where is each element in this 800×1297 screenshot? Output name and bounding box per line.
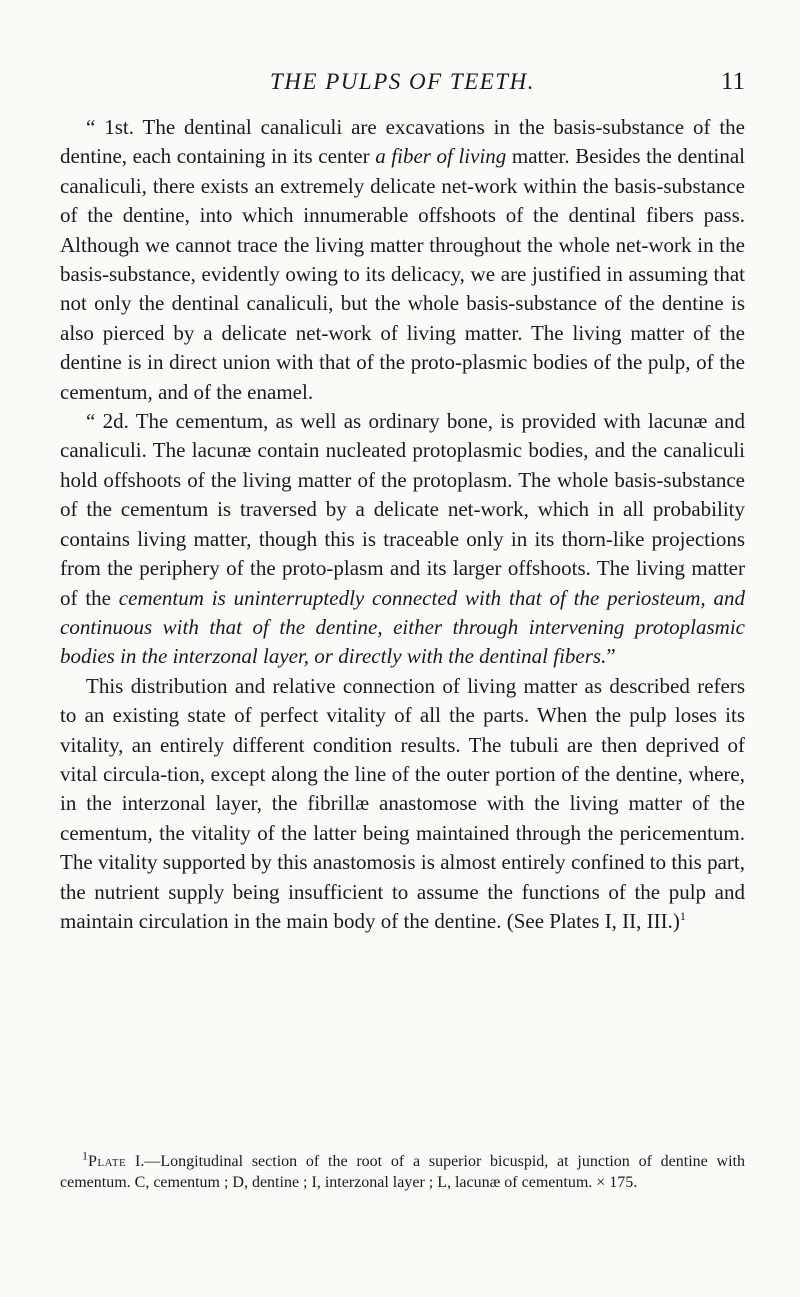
italic-text: cementum is uninterruptedly connected with that of the periosteum, and continuous with that of the dentine, either through intervening protoplasmic bodies in the interzonal layer, or directly with the dentinal fibers. [60, 585, 745, 669]
body-text [60, 113, 745, 936]
text-run: This distribution and relative connection of living matter as described refers to an existing state of perfect vitality of all the parts. When the pulp loses its vitality, an entirely different condition results. The tubuli are then deprived of vital circula-tion, except along the line of the outer portion of the dentine, where, in the interzonal layer, the fibrillæ anastomose with the living matter of the cementum, the vitality of the latter being maintained through the pericementum. The vitality supported by this anastomosis is almost entirely confined to this part, the nutrient supply being insufficient to assume the functions of the pulp and maintain circulation in the main body of the dentine. (See Plates I, II, III.) [60, 673, 745, 933]
paragraph-cementum [60, 407, 745, 672]
paragraph-dentinal-canaliculi [60, 113, 745, 407]
text-run: ” [606, 644, 616, 669]
page-header [60, 66, 745, 98]
footnote-text: I.—Longitudinal section of the root of a superior bicuspid, at junction of dentine with cementum. C, cementum ; D, dentine ; I, interzonal layer ; L, lacunæ of cementum. × 175. [60, 1153, 745, 1191]
text-run: “ 2d. The cementum, as well as ordinary bone, is provided with lacunæ and canaliculi. The lacunæ contain nucleated protoplasmic bodies, and the canaliculi hold offshoots of the living matter of the protoplasm. The whole basis-substance of the cementum is traversed by a delicate net-work, which in all probability contains living matter, though this is traceable only in its thorn-like projections from the periphery of the proto-plasm and its larger offshoots. The living matter of the [60, 409, 745, 610]
footnote [60, 1148, 745, 1193]
running-title: THE PULPS OF TEETH. [270, 69, 535, 94]
footnote-reference: 1 [679, 908, 686, 923]
footnote-label: Plate [88, 1153, 127, 1170]
text-run: matter. Besides the dentinal canaliculi, there exists an extremely delicate net-work within the basis-substance of the dentine, into which innumerable offshoots of the dentinal fibers pass. Although we cannot trace the living matter throughout the whole net-work in the basis-substance, evidently owing to its delicacy, we are justified in assuming that not only the dentinal canaliculi, but the whole basis-substance of the dentine is also pierced by a delicate net-work of living matter. The living matter of the dentine is in direct union with that of the proto-plasmic bodies of the pulp, of the cementum, and of the enamel. [60, 144, 745, 404]
paragraph-vitality [60, 672, 745, 937]
footnote-marker: 1 [82, 1148, 88, 1163]
page-number: 11 [720, 68, 745, 95]
italic-text: a fiber of living [375, 144, 507, 169]
text-run: “ 1st. The dentinal canaliculi are excavations in the basis-substance of the dentine, each containing in its center [60, 115, 745, 169]
